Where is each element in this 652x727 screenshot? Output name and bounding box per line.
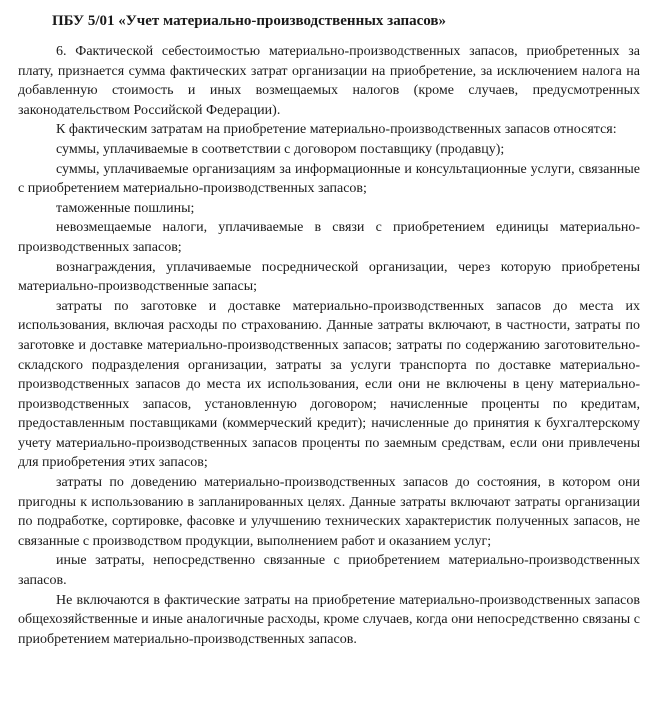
- list-item-preparation-costs: затраты по доведению материально-производственных запасов до состояния, в котором они пригодны к использованию в запланированных целях. Данные затраты включают затраты организации по подработке, сортировке, фасовке и улучшению технических характеристик полученных запасов, не связанные с производством продукции, выполнением работ и оказанием услуг;: [18, 475, 640, 549]
- paragraph-exclusions: Не включаются в фактические затраты на приобретение материально-производственных запасов общехозяйственные и иные аналогичные расходы, кроме случаев, когда они непосредственно связаны с приобретением материально-производственных запасов.: [18, 592, 640, 647]
- list-item-intermediary-fees: вознаграждения, уплачиваемые посреднической организации, через которую приобретены материально-производственные запасы;: [18, 259, 640, 295]
- list-item-consulting-services: суммы, уплачиваемые организациям за информационные и консультационные услуги, связанные с приобретением материально-производственных запасов;: [18, 161, 640, 197]
- document: [18, 10, 640, 649]
- document-title: ПБУ 5/01 «Учет материально-производственных запасов»: [52, 13, 447, 29]
- paragraph-cost-definition: 6. Фактической себестоимостью материально-производственных запасов, приобретенных за плату, признается сумма фактических затрат организации на приобретение, за исключением налога на добавленную стоимость и иных возмещаемых налогов (кроме случаев, предусмотренных законодательством Российской Федерации).: [18, 44, 640, 118]
- list-item-procurement-delivery-costs: затраты по заготовке и доставке материально-производственных запасов до места их использования, включая расходы по страхованию. Данные затраты включают, в частности, затраты по заготовке и доставке материально-производственных запасов; затраты по содержанию заготовительно-складского подразделения организации, затраты за услуги транспорта по доставке материально-производственных запасов до места их использования, если они не включены в цену материально-производственных запасов, установленную договором; начисленные проценты по кредитам, предоставленным поставщиками (коммерческий кредит); начисленные до принятия к бухгалтерскому учету материально-производственных запасов проценты по заемным средствам, если они привлечены для приобретения этих запасов;: [18, 298, 640, 471]
- list-item-supplier-payments: суммы, уплачиваемые в соответствии с договором поставщику (продавцу);: [56, 141, 505, 157]
- list-item-other-costs: иные затраты, непосредственно связанные с приобретением материально-производственных запасов.: [18, 553, 640, 589]
- paragraph-costs-intro: К фактическим затратам на приобретение материально-производственных запасов относятся:: [56, 122, 617, 138]
- list-item-non-refundable-taxes: невозмещаемые налоги, уплачиваемые в связи с приобретением единицы материально-производственных запасов;: [18, 220, 640, 255]
- list-item-customs-duties: таможенные пошлины;: [56, 200, 195, 216]
